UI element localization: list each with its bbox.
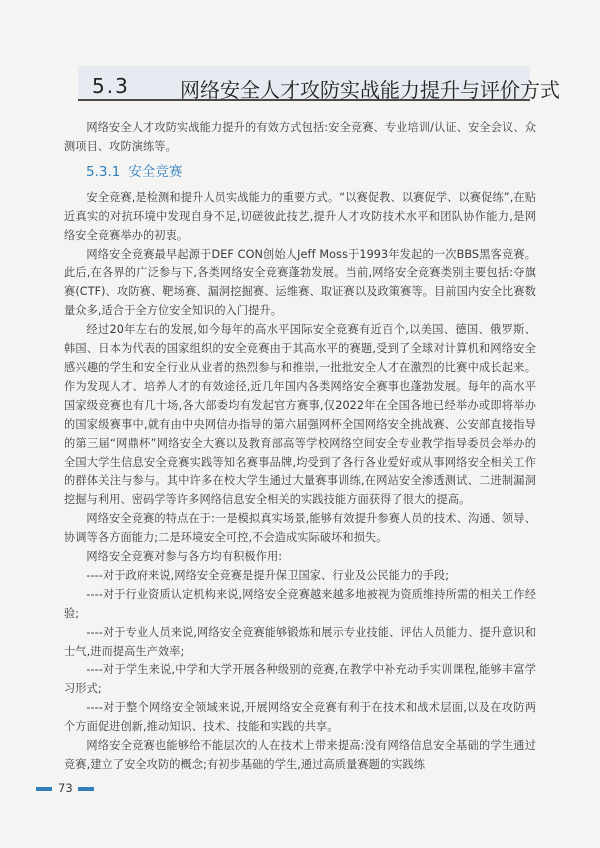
list-item: ----对于专业人员来说,网络安全竞赛能够锻炼和展示专业技能、评估人员能力、提升意识和士气,进而提高生产效率; [64, 625, 536, 658]
paragraph: 网络安全竞赛对参与各方均有积极作用: [86, 550, 283, 564]
footer-accent-bar-right [78, 787, 94, 791]
intro-paragraph: 网络安全人才攻防实战能力提升的有效方式包括:安全竞赛、专业培训/认证、安全会议、众测项目、攻防演练等。 [64, 121, 536, 153]
page-number: 73 [58, 781, 73, 795]
subsection-number: 5.3.1 [86, 163, 121, 180]
subsection-heading [86, 161, 536, 183]
section-number: 5.3 [92, 74, 130, 98]
section-title: 网络安全人才攻防实战能力提升与评价方式 [180, 78, 560, 102]
footer-accent-bar-left [36, 787, 52, 791]
list-item: ----对于行业资质认定机构来说,网络安全竞赛越来越多地被视为资质维持所需的相关工作经验; [64, 587, 536, 620]
body-content [64, 119, 536, 775]
list-item: ----对于整个网络安全领域来说,开展网络安全竞赛有利于在技术和战术层面,以及在攻防两个方面促进创新,推动知识、技术、技能和实践的共享。 [64, 701, 536, 734]
subsection-title: 安全竞赛 [128, 163, 183, 180]
page-footer [36, 782, 576, 798]
paragraph: 网络安全竞赛也能够给不能层次的人在技术上带来提高:没有网络信息安全基础的学生通过竞赛,建立了安全攻防的概念;有初步基础的学生,通过高质量赛题的实践练 [64, 739, 536, 771]
paragraph: 经过20年左右的发展,如今每年的高水平国际安全竞赛有近百个,以美国、德国、俄罗斯、韩国、日本为代表的国家组织的安全竞赛由于其高水平的赛题,受到了全球对计算机和网络安全感兴趣的学生和安全行业从业者的热烈参与和推崇,一批批安全人才在激烈的比赛中成长起来。作为发现人才、培养人才的有效途径,近几年国内各类网络安全赛事也蓬勃发展。每年的高水平国家级竞赛也有几十场,各大部委均有发起官方赛事,仅2022年在全国各地已经举办或即将举办的国家级赛事中,就有由中央网信办指导的第六届强网杯全国网络安全挑战赛、公安部直接指导的第三届“网鼎杯”网络安全大赛以及教育部高等学校网络空间安全专业教学指导委员会举办的全国大学生信息安全竞赛实践等知名赛事品牌,均受到了各行各业爱好或从事网络安全相关工作的群体关注与参与。其中许多在校大学生通过大量赛事训练,在网站安全渗透测试、二进制漏洞挖掘与利用、密码学等许多网络信息安全相关的实践技能方面获得了很大的提高。 [64, 323, 536, 507]
paragraph: 安全竞赛,是检测和提升人员实战能力的重要方式。“以赛促教、以赛促学、以赛促练”,在贴近真实的对抗环境中发现自身不足,切磋彼此技艺,提升人才攻防技术水平和团队协作能力,是网络安全竞赛举办的初衷。 [64, 190, 536, 242]
list-item: ----对于学生来说,中学和大学开展各种级别的竞赛,在教学中补充动手实训课程,能够丰富学习形式; [64, 663, 536, 696]
list-item: ----对于政府来说,网络安全竞赛是提升保卫国家、行业及公民能力的手段; [86, 568, 450, 582]
paragraph: 网络安全竞赛的特点在于:一是模拟真实场景,能够有效提升参赛人员的技术、沟通、领导、协调等各方面能力;二是环境安全可控,不会造成实际破坏和损失。 [64, 512, 536, 545]
paragraph: 网络安全竞赛最早起源于DEF CON创始人Jeff Moss于1993年发起的一次BBS黑客竞赛。此后,在各界的广泛参与下,各类网络安全竞赛蓬勃发展。当前,网络安全竞赛类别主要包括:夺旗赛(CTF)、攻防赛、靶场赛、漏洞挖掘赛、运维赛、取证赛以及政策赛等。目前国内安全比赛数量众多,适合于全方位安全知识的入门提升。 [64, 247, 536, 318]
